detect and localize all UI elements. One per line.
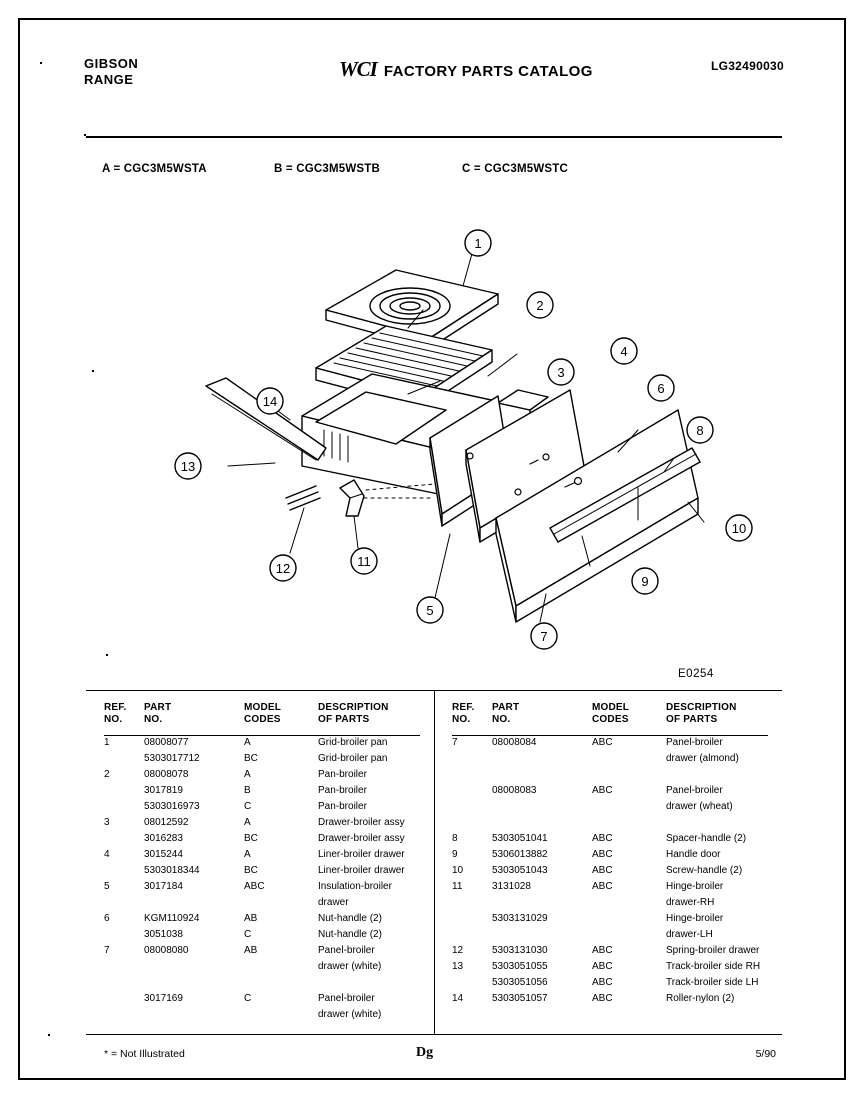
svg-text:4: 4 <box>620 344 628 359</box>
table-row <box>86 833 434 849</box>
model-code-b: B = CGC3M5WSTB <box>274 163 380 175</box>
cell-code: ABC <box>592 833 613 844</box>
cell-desc: drawer-RH <box>666 897 715 908</box>
header-ref: REF. NO. <box>104 702 127 725</box>
cell-desc: Panel-broiler <box>666 785 723 796</box>
cell-desc: Track-broiler side RH <box>666 961 761 972</box>
cell-desc: Pan-broiler <box>318 785 367 796</box>
cell-code: A <box>244 817 251 828</box>
scan-speck <box>92 370 94 372</box>
svg-text:10: 10 <box>731 521 747 536</box>
table-row <box>434 737 782 753</box>
cell-part: 3015244 <box>144 849 183 860</box>
cell-desc: Grid-broiler pan <box>318 737 388 748</box>
figure-code: E0254 <box>678 668 714 680</box>
cell-code: ABC <box>592 993 613 1004</box>
cell-desc: Grid-broiler pan <box>318 753 388 764</box>
cell-part: 5303051041 <box>492 833 548 844</box>
cell-part: 08012592 <box>144 817 189 828</box>
table-row <box>86 849 434 865</box>
cell-code: BC <box>244 753 258 764</box>
cell-part: 5303131029 <box>492 913 548 924</box>
table-row <box>86 801 434 817</box>
table-row <box>86 881 434 897</box>
cell-code: C <box>244 929 252 940</box>
cell-code: AB <box>244 913 258 924</box>
svg-text:3: 3 <box>557 365 565 380</box>
cell-part: 3017184 <box>144 881 183 892</box>
scan-speck <box>40 62 42 64</box>
table-row <box>86 753 434 769</box>
wci-logo: WCI <box>339 57 377 81</box>
brand-block <box>84 56 138 88</box>
scan-speck <box>84 134 86 136</box>
cell-ref: 10 <box>452 865 464 876</box>
table-row <box>434 929 782 945</box>
cell-desc: drawer (almond) <box>666 753 739 764</box>
cell-desc: drawer-LH <box>666 929 713 940</box>
cell-ref: 8 <box>452 833 458 844</box>
cell-code: A <box>244 737 251 748</box>
header-ref: REF. NO. <box>452 702 475 725</box>
cell-desc: drawer (white) <box>318 1009 382 1020</box>
table-row <box>86 929 434 945</box>
cell-ref: 5 <box>104 881 110 892</box>
table-row <box>434 833 782 849</box>
cell-code: ABC <box>592 849 613 860</box>
cell-code: BC <box>244 833 258 844</box>
cell-desc: Panel-broiler <box>666 737 723 748</box>
cell-part: 5303018344 <box>144 865 200 876</box>
cell-part: 3051038 <box>144 929 183 940</box>
table-row <box>86 961 434 977</box>
table-row <box>434 753 782 769</box>
table-row <box>434 817 782 833</box>
table-row <box>434 897 782 913</box>
cell-part: 08008080 <box>144 945 189 956</box>
cell-ref: 2 <box>104 769 110 780</box>
cell-desc: Nut-handle (2) <box>318 913 382 924</box>
cell-part: 3131028 <box>492 881 531 892</box>
cell-part: 5303051057 <box>492 993 548 1004</box>
table-row <box>434 865 782 881</box>
cell-ref: 13 <box>452 961 464 972</box>
svg-text:11: 11 <box>357 554 371 569</box>
cell-desc: Screw-handle (2) <box>666 865 743 876</box>
cell-desc: Liner-broiler drawer <box>318 865 405 876</box>
cell-part: 3017169 <box>144 993 183 1004</box>
cell-part: 5303131030 <box>492 945 548 956</box>
cell-ref: 4 <box>104 849 110 860</box>
exploded-view-diagram <box>78 198 788 668</box>
table-row <box>86 817 434 833</box>
brand-category: RANGE <box>84 72 134 87</box>
catalog-title-block <box>339 57 593 82</box>
header-part: PART NO. <box>144 702 172 725</box>
section-code: Dg <box>416 1045 434 1060</box>
cell-ref: 7 <box>452 737 458 748</box>
scan-speck <box>48 1034 50 1036</box>
svg-text:5: 5 <box>426 603 434 618</box>
svg-text:2: 2 <box>536 298 544 313</box>
table-row <box>434 881 782 897</box>
brand-name: GIBSON <box>84 56 139 71</box>
cell-code: ABC <box>592 737 613 748</box>
header-divider <box>86 136 782 138</box>
table-row <box>434 769 782 785</box>
document-number: LG32490030 <box>710 59 784 73</box>
table-row <box>434 849 782 865</box>
cell-part: 08008077 <box>144 737 189 748</box>
cell-code: ABC <box>592 977 613 988</box>
cell-ref: 11 <box>452 881 463 892</box>
catalog-page <box>18 18 846 1080</box>
svg-text:13: 13 <box>180 459 196 474</box>
left-rows <box>86 737 434 1025</box>
cell-code: C <box>244 993 252 1004</box>
parts-table <box>86 690 782 1035</box>
cell-desc: Hinge-broiler <box>666 881 724 892</box>
header-rule <box>452 735 768 736</box>
cell-desc: Drawer-broiler assy <box>318 817 405 828</box>
cell-part: 08008078 <box>144 769 189 780</box>
table-header-right <box>434 691 782 737</box>
header-model-codes: MODEL CODES <box>592 702 630 725</box>
footnote: * = Not Illustrated <box>104 1048 185 1060</box>
cell-desc: drawer <box>318 897 349 908</box>
table-row <box>434 785 782 801</box>
cell-ref: 1 <box>104 737 110 748</box>
cell-desc: Pan-broiler <box>318 769 367 780</box>
header-description: DESCRIPTION OF PARTS <box>666 702 737 725</box>
cell-desc: Nut-handle (2) <box>318 929 382 940</box>
cell-code: B <box>244 785 251 796</box>
cell-code: ABC <box>592 785 613 796</box>
parts-table-right <box>434 691 782 1034</box>
cell-part: 08008083 <box>492 785 537 796</box>
cell-desc: Spacer-handle (2) <box>666 833 747 844</box>
svg-text:8: 8 <box>696 423 704 438</box>
table-row <box>86 913 434 929</box>
table-row <box>434 945 782 961</box>
page-header <box>84 56 784 106</box>
table-header-left <box>86 691 434 737</box>
cell-code: ABC <box>592 865 613 876</box>
cell-desc: Panel-broiler <box>318 993 375 1004</box>
header-rule <box>104 735 420 736</box>
part-spring-broiler-drawer <box>286 486 320 510</box>
table-row <box>86 737 434 753</box>
cell-part: 3016283 <box>144 833 183 844</box>
table-row <box>86 769 434 785</box>
cell-part: 5303017712 <box>144 753 200 764</box>
table-row <box>86 945 434 961</box>
cell-ref: 3 <box>104 817 110 828</box>
cell-desc: Spring-broiler drawer <box>666 945 760 956</box>
cell-desc: Insulation-broiler <box>318 881 392 892</box>
cell-ref: 7 <box>104 945 110 956</box>
cell-desc: Roller-nylon (2) <box>666 993 735 1004</box>
cell-ref: 14 <box>452 993 464 1004</box>
table-row <box>86 785 434 801</box>
table-row <box>434 913 782 929</box>
cell-desc: Pan-broiler <box>318 801 367 812</box>
catalog-title: FACTORY PARTS CATALOG <box>383 63 593 80</box>
cell-code: ABC <box>244 881 265 892</box>
cell-ref: 9 <box>452 849 458 860</box>
part-hinge-broiler-drawer <box>340 480 364 516</box>
cell-part: 3017819 <box>144 785 183 796</box>
cell-desc: Drawer-broiler assy <box>318 833 405 844</box>
right-rows <box>434 737 782 1009</box>
table-row <box>86 993 434 1009</box>
cell-code: AB <box>244 945 258 956</box>
cell-code: ABC <box>592 945 613 956</box>
cell-code: C <box>244 801 252 812</box>
table-row <box>434 801 782 817</box>
cell-desc: Hinge-broiler <box>666 913 724 924</box>
cell-desc: drawer (wheat) <box>666 801 733 812</box>
cell-desc: drawer (white) <box>318 961 382 972</box>
svg-text:9: 9 <box>641 574 649 589</box>
cell-part: KGM110924 <box>144 913 200 924</box>
table-row <box>434 977 782 993</box>
table-row <box>86 897 434 913</box>
cell-ref: 12 <box>452 945 464 956</box>
table-row <box>434 993 782 1009</box>
header-part: PART NO. <box>492 702 520 725</box>
cell-code: BC <box>244 865 258 876</box>
cell-desc: Liner-broiler drawer <box>318 849 405 860</box>
cell-part: 5303051056 <box>492 977 548 988</box>
svg-text:6: 6 <box>657 381 665 396</box>
cell-code: ABC <box>592 961 613 972</box>
cell-ref: 6 <box>104 913 110 924</box>
table-row <box>86 977 434 993</box>
model-code-c: C = CGC3M5WSTC <box>462 163 568 175</box>
svg-text:14: 14 <box>262 394 278 409</box>
header-model-codes: MODEL CODES <box>244 702 282 725</box>
scan-speck <box>106 654 108 656</box>
parts-table-left <box>86 691 434 1034</box>
header-description: DESCRIPTION OF PARTS <box>318 702 389 725</box>
table-row <box>86 1009 434 1025</box>
cell-code: A <box>244 849 251 860</box>
table-row <box>434 961 782 977</box>
cell-part: 5306013882 <box>492 849 548 860</box>
cell-code: ABC <box>592 881 613 892</box>
model-code-a: A = CGC3M5WSTA <box>102 163 207 175</box>
svg-text:12: 12 <box>275 561 291 576</box>
page-number: 5/90 <box>755 1048 776 1060</box>
cell-code: A <box>244 769 251 780</box>
cell-desc: Panel-broiler <box>318 945 375 956</box>
svg-text:1: 1 <box>474 236 482 251</box>
table-row <box>86 865 434 881</box>
cell-part: 5303051055 <box>492 961 548 972</box>
cell-part: 08008084 <box>492 737 537 748</box>
cell-part: 5303016973 <box>144 801 200 812</box>
svg-text:7: 7 <box>540 629 548 644</box>
cell-part: 5303051043 <box>492 865 548 876</box>
cell-desc: Handle door <box>666 849 721 860</box>
cell-desc: Track-broiler side LH <box>666 977 759 988</box>
